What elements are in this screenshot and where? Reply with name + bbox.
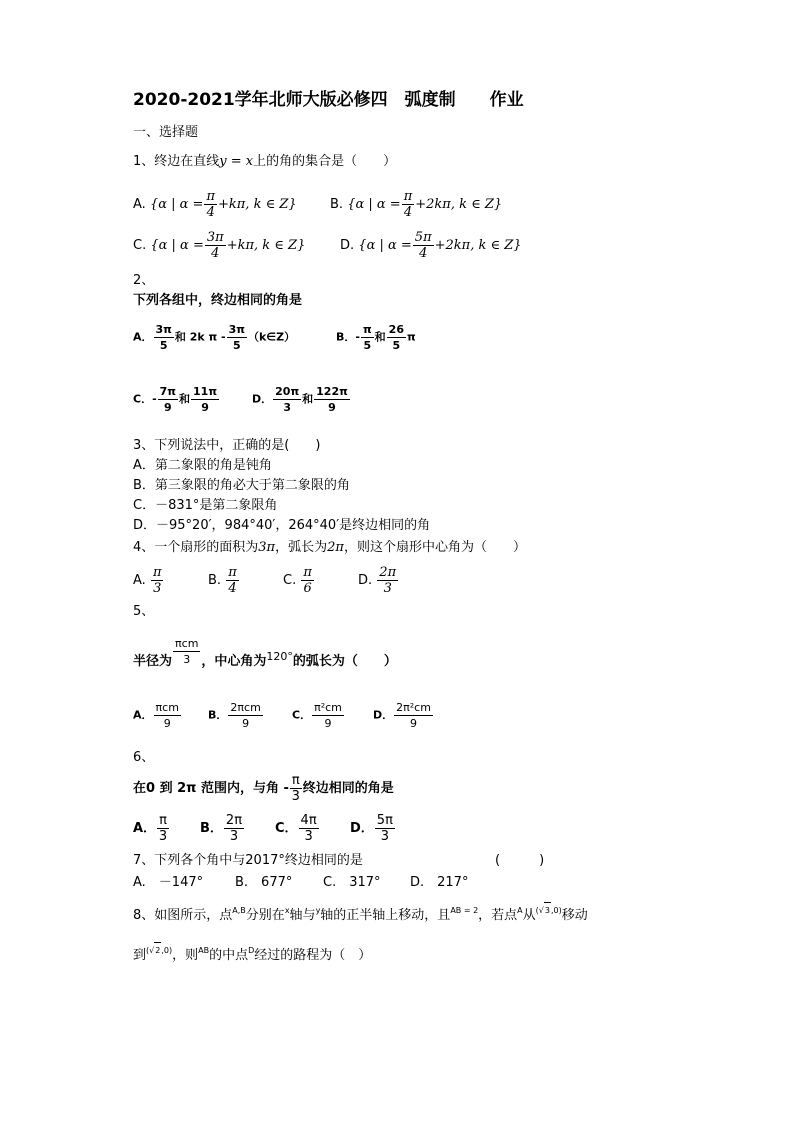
q6-option-d: D． $\frac{5\pi}{3}$ <box>350 813 393 844</box>
fraction: $\frac{7\pi}{9}$ <box>159 385 177 414</box>
fraction: $\frac{\pi}{6}$ <box>303 565 312 596</box>
fraction: $\frac{\text{2π²cm}}{9}$ <box>396 701 431 730</box>
q7-option-d: D. 217° <box>410 875 469 890</box>
fraction: $\frac{26}{5}$ <box>388 323 404 352</box>
q1-option-d: D. {α | α = $\frac{5\pi}{4}$ +2kπ, k ∈ Z} <box>340 230 522 261</box>
q2-option-a: A． $\frac{3\pi}{5}$ 和 2k π - $\frac{3\pi}{5}$ （k∈Z） <box>133 323 296 352</box>
fraction: $\frac{\pi}{4}$ <box>228 565 237 596</box>
q7-option-a: A. －147° <box>133 875 204 890</box>
fraction: πcm 9 <box>155 701 179 730</box>
q7-option-b: B. 677° <box>235 875 293 890</box>
q1-option-a: A. {α | α = $\frac{\pi}{4}$ +kπ, k ∈ Z} <box>133 189 297 220</box>
q2-number: 2、 <box>133 273 155 288</box>
start-point: (√3,0) <box>536 906 562 915</box>
q4-option-c: C. $\frac{\pi}{6}$ <box>283 565 312 596</box>
q8-line-2: 到$^{(√2,0)}$，则$^{AB}$的中点$^D$经过的路程为（ ） <box>133 948 371 965</box>
fraction: $\frac{\pi}{3}$ <box>291 773 300 804</box>
q4-option-d: D. $\frac{2\pi}{3}$ <box>358 565 397 596</box>
radius-fraction: πcm 3 <box>175 637 199 666</box>
q4-option-a: A. $\frac{\pi}{3}$ <box>133 565 162 596</box>
fraction: $\frac{\pi}{3}$ <box>152 565 162 596</box>
q7-bracket: ( ) <box>495 853 545 868</box>
q3-option-a: A．第二象限的角是钝角 <box>133 458 272 473</box>
fraction: $\frac{2\pi}{3}$ <box>225 813 243 844</box>
fraction: $\frac{\pi}{4}$ <box>403 189 413 220</box>
q1-stem: 1、终边在直线y = x上的角的集合是（ ） <box>133 154 397 169</box>
fraction: $\frac{122\pi}{9}$ <box>316 385 348 414</box>
fraction: $\frac{\pi}{4}$ <box>206 189 215 220</box>
fraction: $\frac{5\pi}{3}$ <box>376 813 393 844</box>
fraction: $\frac{\text{π²cm}}{9}$ <box>314 701 342 730</box>
q3-option-d: D．－95°20′，984°40′，264°40′是终边相同的角 <box>133 518 431 533</box>
q5-option-a: A． πcm 9 <box>133 701 179 730</box>
q2-option-b: B．- $\frac{\pi}{5}$ 和 $\frac{26}{5}$ π <box>336 323 416 352</box>
q6-stem: 在0 到 2π 范围内，与角 - $\frac{\pi}{3}$ 终边相同的角是 <box>133 773 394 804</box>
end-point: (√2,0) <box>146 946 172 955</box>
q7-option-c: C. 317° <box>323 875 381 890</box>
fraction: 2πcm 9 <box>230 701 261 730</box>
section-heading: 一、选择题 <box>133 125 199 140</box>
q5-option-d: D． $\frac{\text{2π²cm}}{9}$ <box>373 701 431 730</box>
q5-stem: 半径为 πcm 3 ，中心角为$^{120^\circ}$的弧长为（ ） <box>133 637 397 669</box>
q6-option-a: A． $\frac{\pi}{3}$ <box>133 813 168 844</box>
q3-stem: 3、下列说法中，正确的是( ) <box>133 438 321 453</box>
q6-number: 6、 <box>133 750 155 765</box>
fraction: $\frac{20\pi}{3}$ <box>275 385 300 414</box>
q3-option-b: B．第三象限的角必大于第二象限的角 <box>133 478 350 493</box>
q8-line-1: 8、如图所示，点$^{A,B}$分别在$^x$轴与$^y$轴的正半轴上移动，且$^{AB = 2}$，若点$^A$从$^{(√3,0)}$移动 <box>133 908 588 925</box>
fraction: $\frac{11\pi}{9}$ <box>193 385 218 414</box>
q4-option-b: B. $\frac{\pi}{4}$ <box>208 565 237 596</box>
q3-option-c: C．－831°是第二象限角 <box>133 498 278 513</box>
fraction: $\frac{4\pi}{3}$ <box>300 813 317 844</box>
document-title: 2020-2021学年北师大版必修四 弧度制 作业 <box>133 90 524 110</box>
q5-option-b: B． 2πcm 9 <box>208 701 261 730</box>
fraction: $\frac{3\pi}{5}$ <box>155 323 172 352</box>
q1-option-b: B. {α | α = $\frac{\pi}{4}$ +2kπ, k ∈ Z} <box>330 189 503 220</box>
q2-stem: 下列各组中，终边相同的角是 <box>133 293 303 308</box>
fraction: $\frac{2\pi}{3}$ <box>379 565 397 596</box>
fraction: $\frac{\pi}{3}$ <box>158 813 168 844</box>
q1-option-c: C. {α | α = $\frac{3\pi}{4}$ +kπ, k ∈ Z} <box>133 230 306 261</box>
q4-stem: 4、一个扇形的面积为3π，弧长为2π，则这个扇形中心角为（ ） <box>133 540 526 555</box>
q2-option-d: D． $\frac{20\pi}{3}$ 和 $\frac{122\pi}{9}$ <box>252 385 348 414</box>
fraction: $\frac{5\pi}{4}$ <box>414 230 432 261</box>
q2-option-c: C．- $\frac{7\pi}{9}$ 和 $\frac{11\pi}{9}$ <box>133 385 218 414</box>
fraction: $\frac{\pi}{5}$ <box>362 323 372 352</box>
fraction: $\frac{3\pi}{5}$ <box>228 323 245 352</box>
q6-option-b: B． $\frac{2\pi}{3}$ <box>200 813 243 844</box>
fraction: $\frac{3\pi}{4}$ <box>206 230 224 261</box>
q6-option-c: C． $\frac{4\pi}{3}$ <box>275 813 317 844</box>
q5-number: 5、 <box>133 604 155 619</box>
q5-option-c: C． $\frac{\text{π²cm}}{9}$ <box>292 701 342 730</box>
q7-stem: 7、下列各个角中与2017°终边相同的是 <box>133 853 363 868</box>
